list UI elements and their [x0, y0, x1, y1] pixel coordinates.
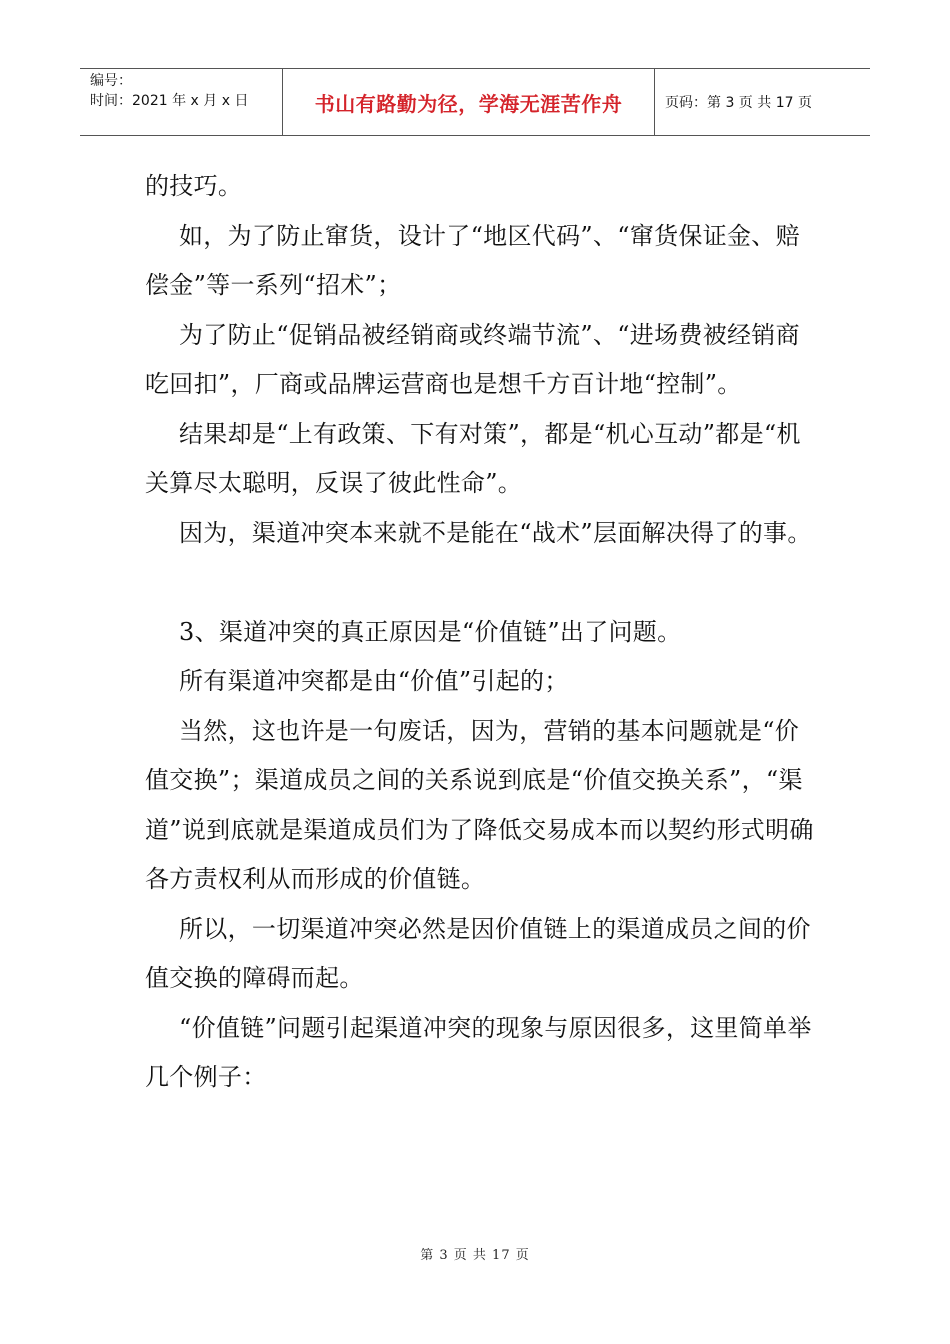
header-page-number: 页码：第 3 页 共 17 页	[665, 95, 812, 111]
paragraph: 因为，渠道冲突本来就不是能在“战术”层面解决得了的事。	[179, 518, 812, 547]
paragraph: 的技巧。	[145, 172, 243, 200]
document-body	[145, 162, 817, 1103]
blank-line	[145, 558, 817, 608]
paragraph: 结果却是“上有政策、下有对策”，都是“机心互动”都是“机关算尽太聪明，反误了彼此性命”。	[145, 419, 801, 497]
section-heading: 3、渠道冲突的真正原因是“价值链”出了问题。	[179, 617, 682, 646]
paragraph: 所以，一切渠道冲突必然是因价值链上的渠道成员之间的价值交换的障碍而起。	[145, 914, 811, 992]
header-motto: 书山有路勤为径，学海无涯苦作舟	[283, 69, 655, 135]
paragraph: 如，为了防止窜货，设计了“地区代码”、“窜货保证金、赔偿金”等一系列“招术”；	[145, 221, 800, 299]
document-number: 编号：	[90, 73, 132, 89]
page-footer: 第 3 页 共 17 页	[420, 1248, 530, 1263]
paragraph: 当然，这也许是一句废话，因为，营销的基本问题就是“价值交换”；渠道成员之间的关系说到底是“价值交换关系”，“渠道”说到底就是渠道成员们为了降低交易成本而以契约形式明确各方责权利从而形成的价值链。	[145, 716, 814, 893]
paragraph: 为了防止“促销品被经销商或终端节流”、“进场费被经销商吃回扣”，厂商或品牌运营商也是想千方百计地“控制”。	[145, 320, 800, 398]
page-header	[80, 68, 870, 136]
document-date: 时间：2021 年 x 月 x 日	[90, 93, 249, 109]
header-meta	[80, 69, 283, 135]
paragraph: “价值链”问题引起渠道冲突的现象与原因很多，这里简单举几个例子：	[145, 1013, 812, 1091]
paragraph: 所有渠道冲突都是由“价值”引起的；	[179, 667, 569, 695]
